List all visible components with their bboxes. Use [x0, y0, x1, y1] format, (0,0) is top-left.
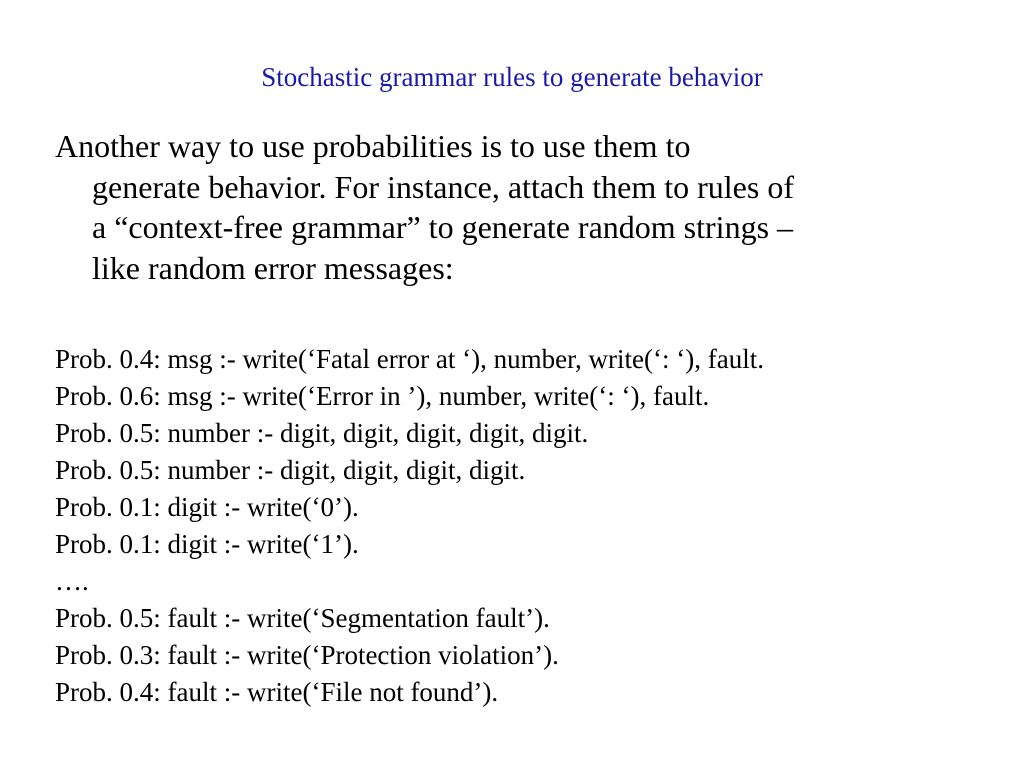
grammar-rule: Prob. 0.5: fault :- write(‘Segmentation fault’). [55, 603, 550, 633]
intro-line: Another way to use probabilities is to use them to [55, 128, 691, 164]
grammar-rule: Prob. 0.4: fault :- write(‘File not found’). [55, 677, 499, 707]
grammar-rule: Prob. 0.4: msg :- write(‘Fatal error at ‘), number, write(‘: ‘), fault. [55, 344, 764, 374]
grammar-rule: Prob. 0.1: digit :- write(‘0’). [55, 492, 359, 522]
grammar-rule: Prob. 0.5: number :- digit, digit, digit, digit, digit. [55, 418, 589, 448]
grammar-rule: Prob. 0.6: msg :- write(‘Error in ’), number, write(‘: ‘), fault. [55, 381, 710, 411]
intro-line: like random error messages: [92, 249, 454, 286]
grammar-rule: Prob. 0.3: fault :- write(‘Protection violation’). [55, 640, 559, 670]
intro-line: generate behavior. For instance, attach them to rules of [92, 168, 794, 205]
slide-title: Stochastic grammar rules to generate behavior [261, 62, 763, 92]
grammar-rules-list [55, 341, 995, 711]
grammar-rule: Prob. 0.5: number :- digit, digit, digit, digit. [55, 455, 526, 485]
intro-paragraph [55, 126, 995, 288]
intro-line: a “context-free grammar” to generate random strings – [92, 209, 794, 245]
grammar-rule: Prob. 0.1: digit :- write(‘1’). [55, 529, 359, 559]
ellipsis: …. [55, 566, 89, 596]
